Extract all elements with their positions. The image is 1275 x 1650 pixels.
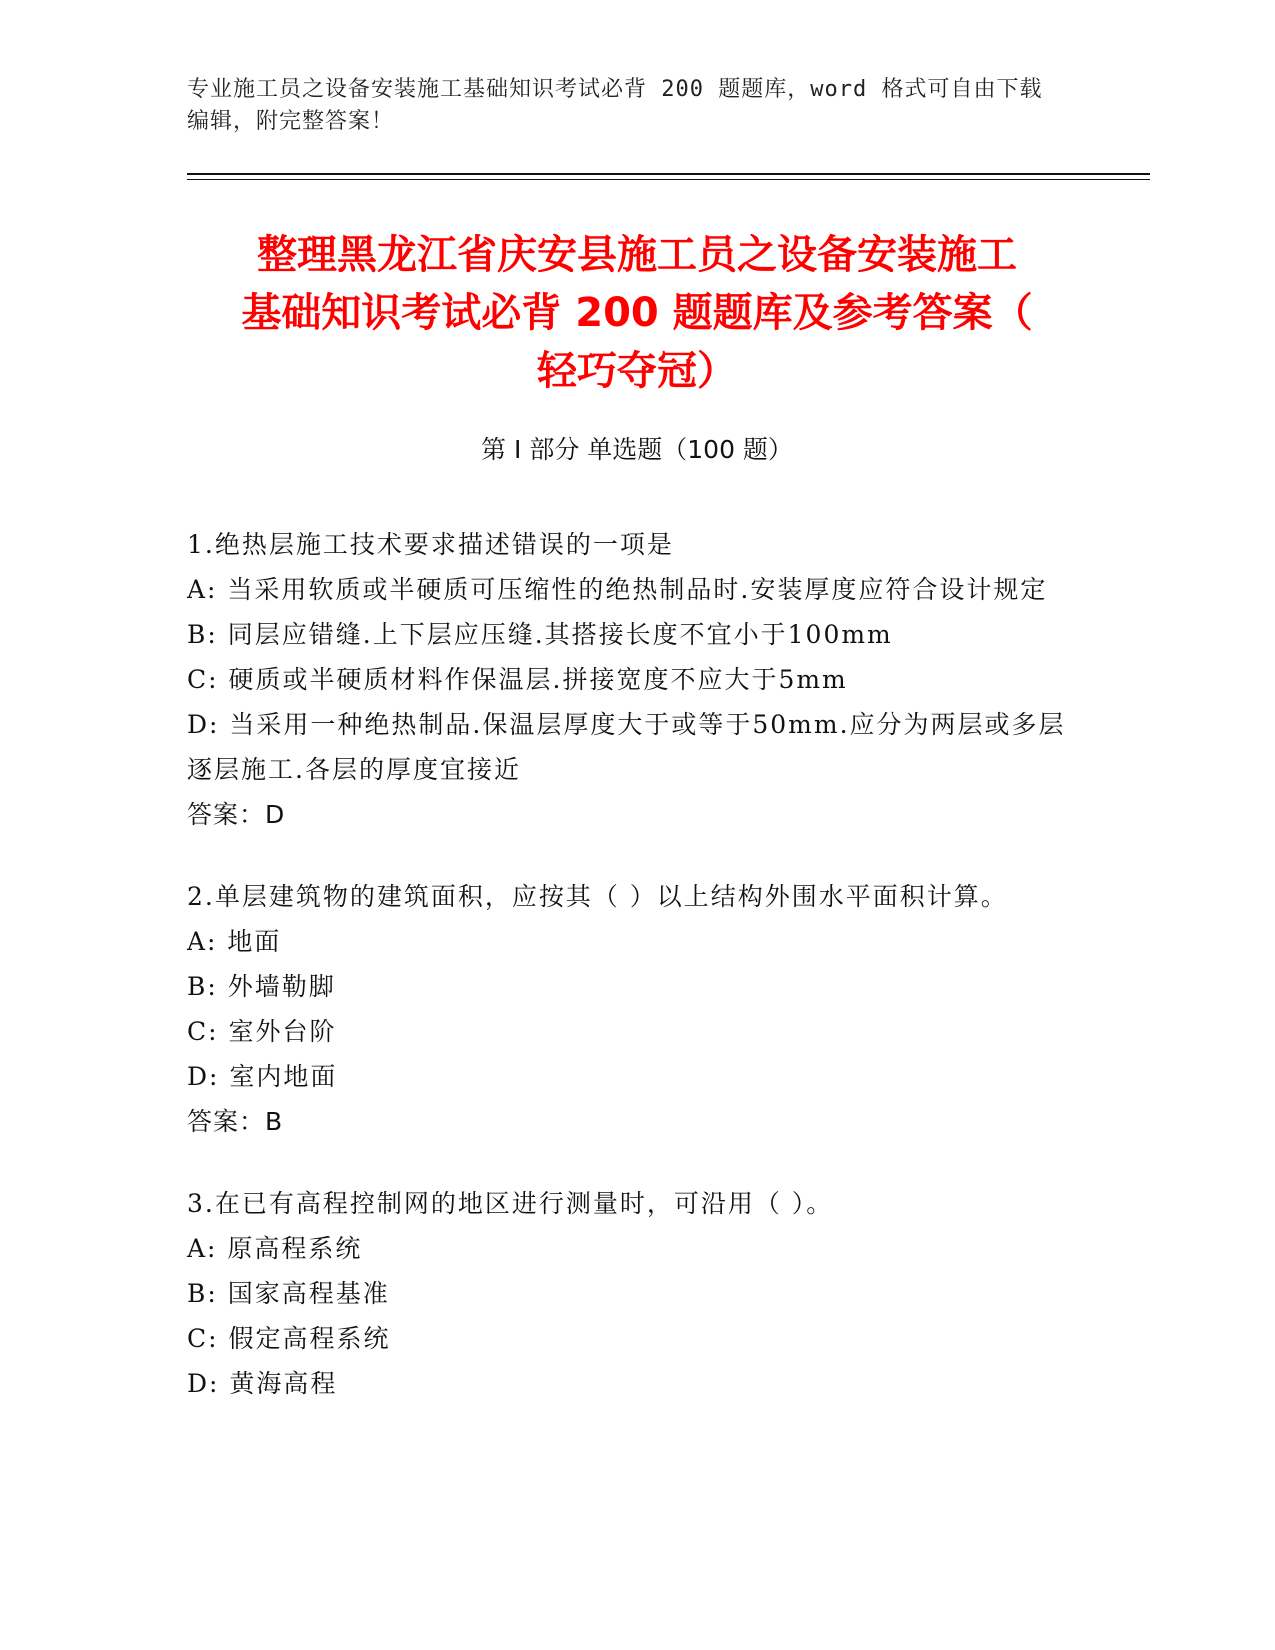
option-b: B: 国家高程基准 xyxy=(187,1279,390,1308)
question-1 xyxy=(187,522,1087,837)
document-title xyxy=(187,226,1087,400)
answer: 答案：B xyxy=(187,1107,284,1136)
option-c: C: 硬质或半硬质材料作保温层.拼接宽度不应大于5mm xyxy=(187,665,848,694)
option-c: C: 室外台阶 xyxy=(187,1017,337,1046)
question-list xyxy=(187,522,1087,1443)
section-heading: 第 I 部分 单选题（100 题） xyxy=(481,435,793,464)
question-stem: 2.单层建筑物的建筑面积，应按其（ ）以上结构外围水平面积计算。 xyxy=(187,882,1008,911)
title-line-2: 基础知识考试必背 200 题题库及参考答案（ xyxy=(241,290,1033,336)
title-line-1: 整理黑龙江省庆安县施工员之设备安装施工 xyxy=(257,232,1017,278)
option-a: A: 原高程系统 xyxy=(187,1234,363,1263)
option-b: B: 外墙勒脚 xyxy=(187,972,336,1001)
document-header xyxy=(187,74,1087,138)
title-line-3: 轻巧夺冠） xyxy=(537,348,737,394)
option-d: D: 室内地面 xyxy=(187,1062,338,1091)
option-a: A: 地面 xyxy=(187,927,282,956)
option-d: D: 黄海高程 xyxy=(187,1369,338,1398)
header-line-1: 专业施工员之设备安装施工基础知识考试必背 200 题题库，word 格式可自由下载 xyxy=(187,77,1043,102)
question-stem: 1.绝热层施工技术要求描述错误的一项是 xyxy=(187,530,674,559)
option-c: C: 假定高程系统 xyxy=(187,1324,391,1353)
answer: 答案：D xyxy=(187,800,286,829)
header-line-2: 编辑，附完整答案！ xyxy=(187,109,395,134)
question-stem: 3.在已有高程控制网的地区进行测量时，可沿用（ ）。 xyxy=(187,1189,834,1218)
header-divider-thick xyxy=(187,173,1150,175)
option-b: B: 同层应错缝.上下层应压缝.其搭接长度不宜小于100mm xyxy=(187,620,893,649)
header-divider-thin xyxy=(187,179,1150,180)
option-d: D: 当采用一种绝热制品.保温层厚度大于或等于50mm.应分为两层或多层逐层施工.各层的厚度宜接近 xyxy=(187,710,1066,784)
question-3 xyxy=(187,1181,1087,1406)
option-a: A: 当采用软质或半硬质可压缩性的绝热制品时.安装厚度应符合设计规定 xyxy=(187,575,1048,604)
question-2 xyxy=(187,874,1087,1144)
